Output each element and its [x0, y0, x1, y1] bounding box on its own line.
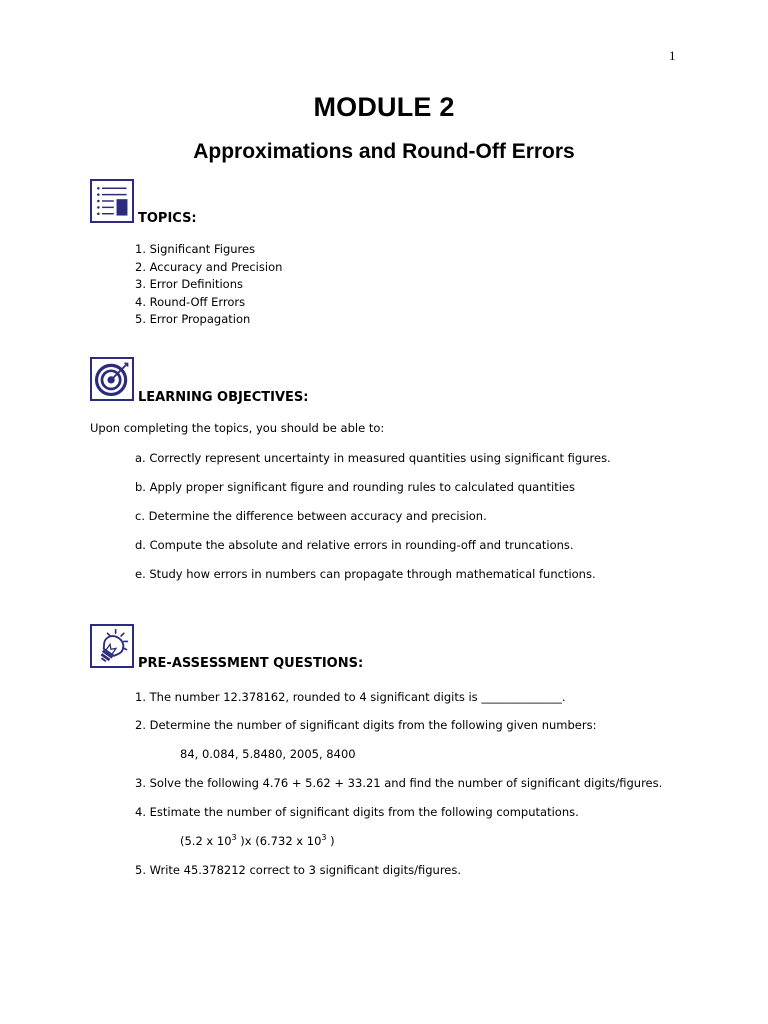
exponent-2: 3: [321, 833, 327, 843]
objectives-intro: Upon completing the topics, you should be able to:: [90, 421, 385, 435]
expr-part-1: (5.2 x 10: [180, 834, 232, 848]
topics-heading: TOPICS:: [138, 211, 197, 226]
topics-list: [135, 241, 282, 329]
pre-assessment-heading: PRE-ASSESSMENT QUESTIONS:: [138, 656, 364, 671]
objective-item: b. Apply proper significant figure and rounding rules to calculated quantities: [135, 480, 575, 494]
list-item: 4. Round-Off Errors: [135, 294, 246, 309]
question-1: 1. The number 12.378162, rounded to 4 significant digits is ______________.: [135, 690, 566, 704]
list-item: 5. Error Propagation: [135, 312, 251, 326]
list-item: 1. Significant Figures: [135, 242, 256, 256]
objective-item: c. Determine the difference between accuracy and precision.: [135, 509, 487, 523]
question-2-numbers: 84, 0.084, 5.8480, 2005, 8400: [180, 747, 356, 761]
module-subtitle: Approximations and Round-Off Errors: [193, 140, 575, 163]
expr-part-2: )x (6.732 x 10: [236, 834, 322, 848]
module-title: MODULE 2: [313, 92, 455, 122]
question-3: 3. Solve the following 4.76 + 5.62 + 33.21 and find the number of significant digits/figures.: [135, 776, 663, 790]
checklist-icon: [90, 179, 134, 223]
objective-item: e. Study how errors in numbers can propagate through mathematical functions.: [135, 567, 596, 581]
objective-item: a. Correctly represent uncertainty in measured quantities using significant figures.: [135, 451, 611, 465]
question-5: 5. Write 45.378212 correct to 3 significant digits/figures.: [135, 863, 462, 877]
lightbulb-icon: [90, 624, 134, 668]
objective-item: d. Compute the absolute and relative errors in rounding-off and truncations.: [135, 538, 574, 552]
list-item: 2. Accuracy and Precision: [135, 259, 283, 274]
page-number: 1: [669, 48, 676, 63]
question-4: 4. Estimate the number of significant digits from the following computations.: [135, 805, 579, 819]
question-4-expression: [180, 834, 335, 848]
question-2: 2. Determine the number of significant digits from the following given numbers:: [135, 718, 597, 732]
target-icon: [90, 357, 134, 401]
objectives-heading: LEARNING OBJECTIVES:: [138, 390, 309, 405]
expr-part-3: ): [326, 834, 335, 848]
exponent-1: 3: [231, 833, 237, 843]
list-item: 3. Error Definitions: [135, 277, 243, 291]
